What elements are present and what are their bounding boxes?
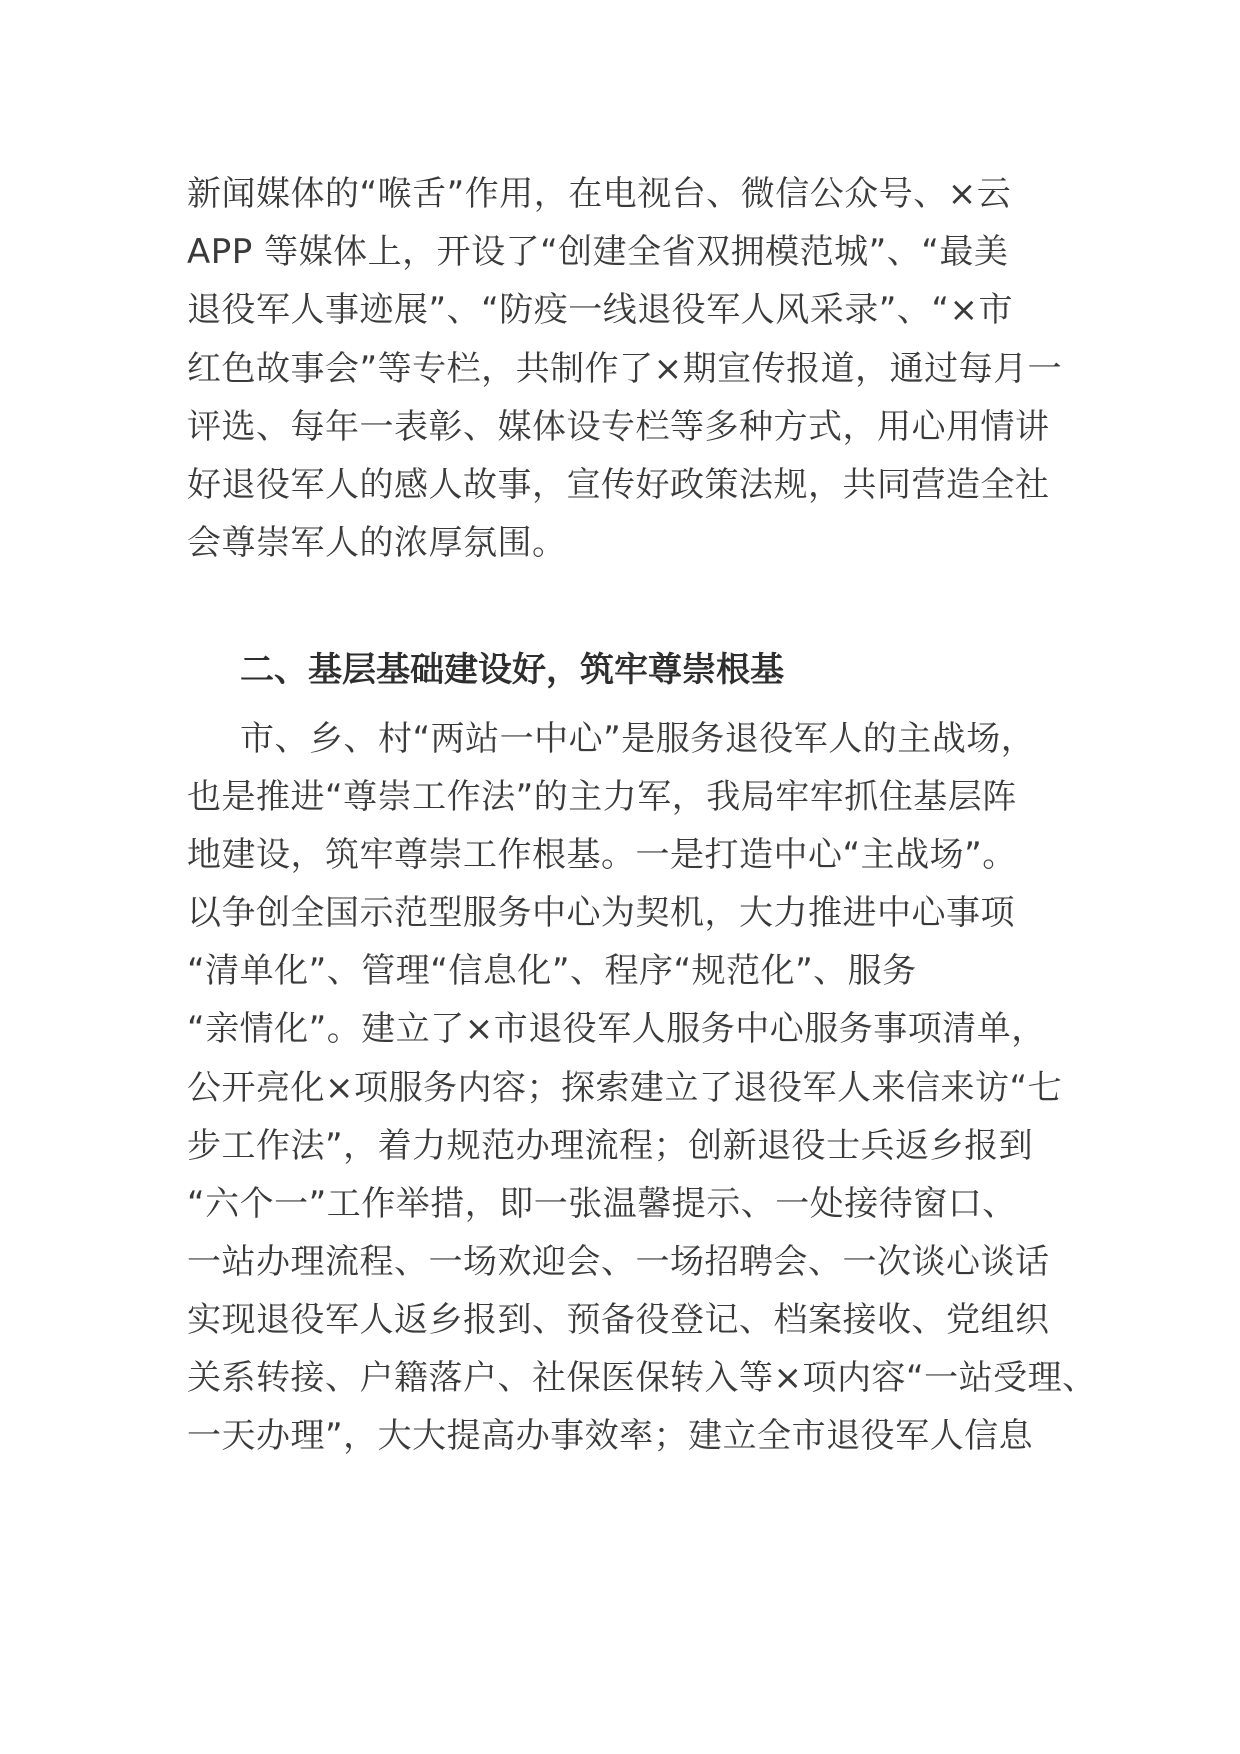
paragraph-line: 实现退役军人返乡报到、预备役登记、档案接收、党组织 — [187, 1300, 1050, 1340]
paragraph-line: 公开亮化×项服务内容；探索建立了退役军人来信来访“七 — [187, 1068, 1063, 1108]
paragraph-line: 好退役军人的感人故事，宣传好政策法规，共同营造全社 — [187, 465, 1050, 505]
paragraph-line: 步工作法”，着力规范办理流程；创新退役士兵返乡报到 — [187, 1126, 1034, 1166]
section-heading: 二、基层基础建设好，筑牢尊崇根基 — [240, 650, 784, 690]
paragraph-line: 评选、每年一表彰、媒体设专栏等多种方式，用心用情讲 — [187, 407, 1050, 447]
paragraph-line: 一站办理流程、一场欢迎会、一场招聘会、一次谈心谈话 — [187, 1242, 1050, 1282]
paragraph-line: 以争创全国示范型服务中心为契机，大力推进中心事项 — [187, 893, 1015, 933]
paragraph-line: “六个一”工作举措，即一张温馨提示、一处接待窗口、 — [187, 1184, 1017, 1224]
paragraph-line: 地建设，筑牢尊崇工作根基。一是打造中心“主战场”。 — [187, 835, 1017, 875]
paragraph-line: “清单化”、管理“信息化”、程序“规范化”、服务 — [187, 951, 917, 991]
paragraph-line: 关系转接、户籍落户、社保医保转入等×项内容“一站受理、 — [187, 1358, 1097, 1398]
paragraph-line: 红色故事会”等专栏，共制作了×期宣传报道，通过每月一 — [187, 349, 1063, 389]
paragraph-line: 新闻媒体的“喉舌”作用，在电视台、微信公众号、×云 — [187, 174, 1012, 214]
paragraph-line: 一天办理”，大大提高办事效率；建立全市退役军人信息 — [187, 1416, 1034, 1456]
paragraph-line: 市、乡、村“两站一中心”是服务退役军人的主战场， — [240, 719, 1036, 759]
paragraph-line: 退役军人事迹展”、“防疫一线退役军人风采录”、“×市 — [187, 290, 1013, 330]
paragraph-line: “亲情化”。建立了×市退役军人服务中心服务事项清单， — [187, 1009, 1046, 1049]
paragraph-line: 会尊崇军人的浓厚氛围。 — [187, 523, 567, 563]
paragraph-line: 也是推进“尊崇工作法”的主力军，我局牢牢抓住基层阵 — [187, 777, 1017, 817]
paragraph-line: APP 等媒体上，开设了“创建全省双拥模范城”、“最美 — [187, 232, 1009, 272]
